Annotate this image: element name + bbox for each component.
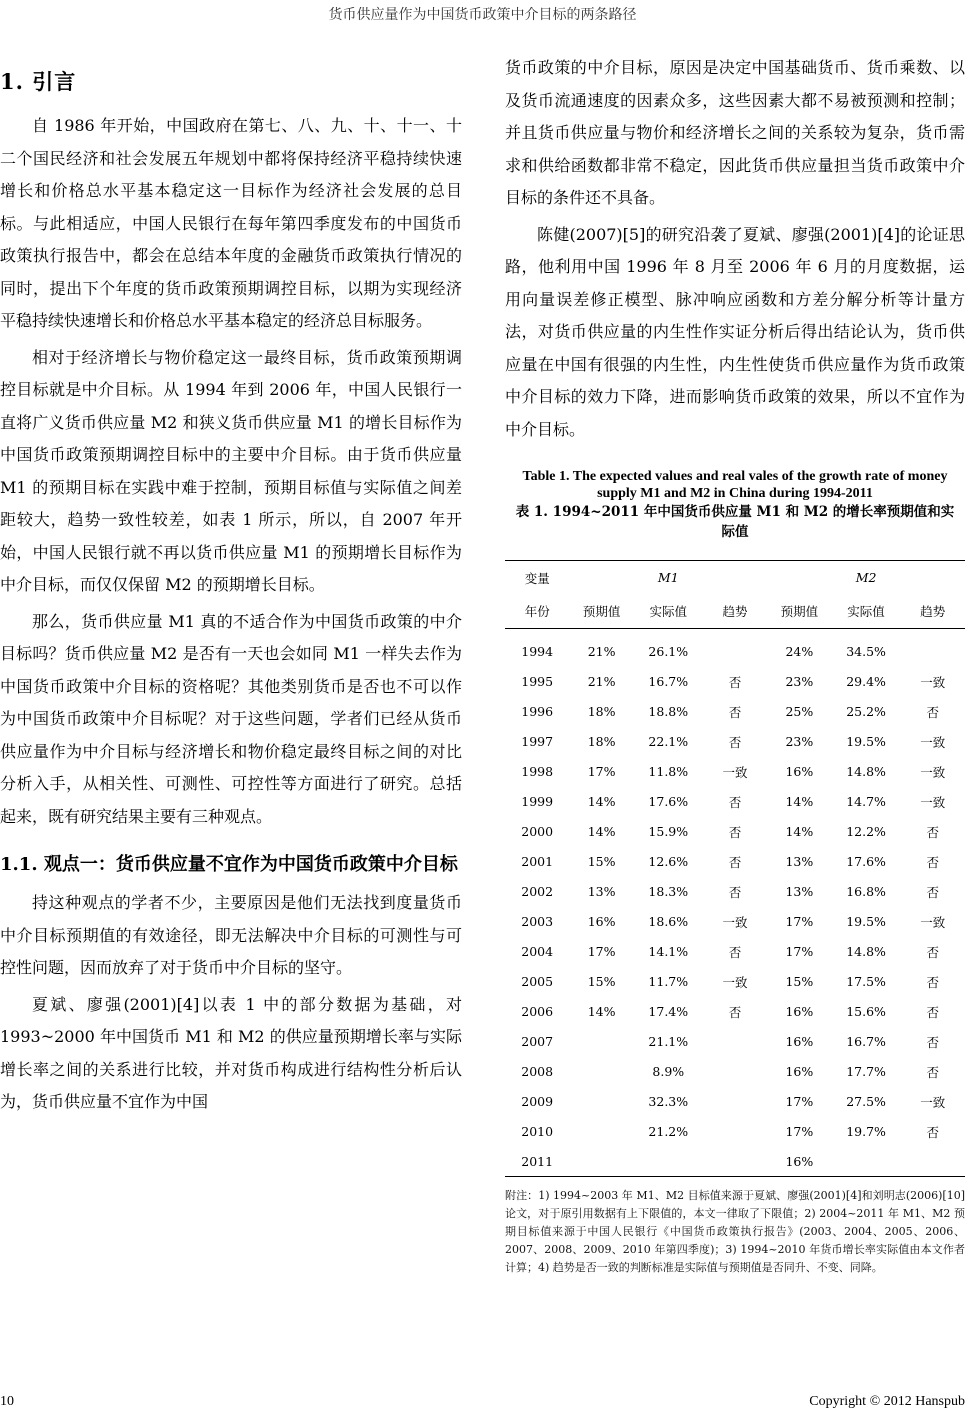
- table-cell: 14%: [785, 794, 814, 809]
- table-cell: 22.1%: [648, 734, 689, 749]
- table-row: [505, 937, 965, 967]
- table-cell: 否: [728, 824, 742, 840]
- table-cell: 14%: [587, 794, 616, 809]
- table-cell: 否: [926, 884, 940, 900]
- table-cell: 否: [926, 974, 940, 990]
- table-cell: 否: [926, 1004, 940, 1020]
- table-cell: 一致: [920, 914, 946, 930]
- table-cell: 16.8%: [846, 884, 886, 899]
- table-cell: [569, 1087, 633, 1117]
- table-body: [505, 637, 965, 1177]
- table-cell: 24%: [785, 644, 814, 659]
- table-cell: [569, 1117, 633, 1147]
- table-cell: [901, 1147, 965, 1177]
- table-cell: 1999: [521, 794, 554, 809]
- table-cell: 17%: [587, 944, 616, 959]
- table-cell: 16%: [785, 1004, 814, 1019]
- table-cell: 14.1%: [648, 944, 689, 959]
- table-row: [505, 877, 965, 907]
- table-cell: 2006: [521, 1004, 554, 1019]
- paragraph: 相对于经济增长与物价稳定这一最终目标，货币政策预期调控目标就是中介目标。从 1994 年到 2006 年，中国人民银行一直将广义货币供应量 M2 和狭义货币供应量 M1 的增长目标作为中国货币政策预期调控目标中的主要中介目标。由于货币供应量 M1 的预期目标在实践中难于控制，预期目标值与实际值之间差距较大，趋势一致性较差，如表 1 所示，所以，自 2007 年开始，中国人民银行就不再以货币供应量 M1 的预期增长目标作为中介目标，而仅仅保留 M2 的预期增长目标。: [0, 347, 462, 594]
- table-row: [505, 997, 965, 1027]
- header-actual: 实际值: [634, 595, 703, 629]
- table-row: [505, 847, 965, 877]
- table-cell: 18.8%: [648, 704, 689, 719]
- paragraph: 夏斌、廖强(2001)[4]以表 1 中的部分数据为基础，对 1993~2000 年中国货币 M1 和 M2 的供应量预期增长率与实际增长率之间的关系进行比较，并对货币构成进行结构性分析后认为，货币供应量不宜作为中国: [0, 994, 462, 1111]
- table-cell: 8.9%: [652, 1064, 685, 1079]
- table-cell: 14.8%: [846, 764, 886, 779]
- table-row: [505, 757, 965, 787]
- table-cell: 1994: [521, 644, 554, 659]
- table-cell: 17%: [785, 914, 814, 929]
- running-header: 货币供应量作为中国货币政策中介目标的两条路径: [328, 7, 637, 23]
- table-cell: 否: [728, 704, 742, 720]
- table-cell: 否: [926, 704, 940, 720]
- subsection-heading-view-one: 1.1. 观点一：货币供应量不宜作为中国货币政策中介目标: [0, 854, 458, 875]
- table-cell: 14%: [587, 824, 616, 839]
- header-trend: 趋势: [703, 595, 767, 629]
- table-note: 附注：1) 1994~2003 年 M1、M2 目标值来源于夏斌、廖强(2001)[4]和刘明志(2006)[10]论文，对于原引用数据有上下限值的，本文一律取了下限值；2) 2004~2011 年 M1、M2 预期目标值来源于中国人民银行《中国货币政策执行报告》(2003、2004、2005、2006、2007、2008、2009、2010 年第四季度)；3) 1994~2010 年货币增长率实际值由本文作者计算；4) 趋势是否一致的判断标准是实际值与预期值是否同升、不变、同降。: [505, 1189, 965, 1274]
- table-cell: [569, 1027, 633, 1057]
- table-cell: 13%: [785, 854, 814, 869]
- table-caption-chinese: 表 1. 1994~2011 年中国货币供应量 M1 和 M2 的增长率预期值和实际值: [515, 504, 955, 540]
- table-cell: [703, 1147, 767, 1177]
- table-cell: 2008: [521, 1064, 554, 1079]
- paragraph: 自 1986 年开始，中国政府在第七、八、九、十、十一、十二个国民经济和社会发展五年规划中都将保持经济平稳持续快速增长和价格总水平基本稳定这一目标作为经济社会发展的总目标。与此相适应，中国人民银行在每年第四季度发布的中国货币政策执行报告中，都会在总结本年度的金融货币政策执行情况的同时，提出下个年度的货币政策预期调控目标，以期为实现经济平稳持续快速增长和价格总水平基本稳定的经济总目标服务。: [0, 116, 462, 330]
- table-cell: 21%: [587, 674, 616, 689]
- table-cell: 19.7%: [846, 1124, 886, 1139]
- copyright: Copyright © 2012 Hanspub: [809, 1394, 965, 1409]
- table-cell: 12.2%: [846, 824, 886, 839]
- table-cell: 否: [926, 944, 940, 960]
- table-cell: [703, 1087, 767, 1117]
- money-supply-table: [505, 560, 965, 1177]
- table-cell: 17%: [785, 944, 814, 959]
- table-cell: 16%: [785, 1034, 814, 1049]
- left-column: [0, 52, 462, 1123]
- table-cell: 1998: [521, 764, 554, 779]
- table-cell: 2010: [521, 1124, 554, 1139]
- table-cell: 15.6%: [846, 1004, 886, 1019]
- table-cell: 16.7%: [648, 674, 689, 689]
- table-cell: 21%: [587, 644, 616, 659]
- table-cell: 一致: [920, 674, 946, 690]
- table-cell: [703, 1057, 767, 1087]
- table-cell: 18%: [587, 734, 616, 749]
- table-cell: [634, 1147, 703, 1177]
- table-cell: [569, 1057, 633, 1087]
- table-cell: 17.6%: [846, 854, 886, 869]
- table-cell: 2002: [521, 884, 554, 899]
- paragraph: 持这种观点的学者不少，主要原因是他们无法找到度量货币中介目标预期值的有效途径，即无法解决中介目标的可测性与可控性问题，因而放弃了对于货币中介目标的坚守。: [0, 893, 462, 977]
- table-cell: 16.7%: [846, 1034, 886, 1049]
- table-cell: 16%: [785, 764, 814, 779]
- table-cell: 17.7%: [846, 1064, 886, 1079]
- section-heading-intro: 1. 引言: [0, 69, 77, 94]
- table-cell: 2005: [521, 974, 554, 989]
- paragraph: 陈健(2007)[5]的研究沿袭了夏斌、廖强(2001)[4]的论证思路，他利用中国 1996 年 8 月至 2006 年 6 月的月度数据，运用向量误差修正模型、脉冲响应函数和方差分解分析等计量方法，对货币供应量的内生性作实证分析后得出结论认为，货币供应量在中国有很强的内生性，内生性使货币供应量作为货币政策中介目标的效力下降，进而影响货币政策的效果，所以不宜作为中介目标。: [505, 224, 965, 439]
- table-cell: [703, 637, 767, 667]
- table-row: [505, 1027, 965, 1057]
- table-row: [505, 637, 965, 667]
- table-cell: 否: [728, 854, 742, 870]
- table-cell: 否: [926, 1124, 940, 1140]
- table-cell: 16%: [785, 1064, 814, 1079]
- table-cell: 27.5%: [846, 1094, 886, 1109]
- table-row: [505, 787, 965, 817]
- table-row: [505, 1087, 965, 1117]
- table-cell: 2011: [505, 1147, 569, 1177]
- table-cell: 15%: [587, 974, 616, 989]
- table-row: [505, 697, 965, 727]
- table-cell: 25%: [785, 704, 814, 719]
- header-m1: M1: [569, 561, 767, 595]
- table-cell: 否: [728, 674, 742, 690]
- header-expected: 预期值: [569, 595, 633, 629]
- table-row: [505, 817, 965, 847]
- table-cell: 29.4%: [846, 674, 886, 689]
- table-cell: 34.5%: [846, 644, 886, 659]
- table-cell: 2003: [521, 914, 554, 929]
- table-cell: 14%: [785, 824, 814, 839]
- table-cell: 17.6%: [648, 794, 689, 809]
- table-cell: 15.9%: [648, 824, 689, 839]
- table-cell: 17%: [785, 1094, 814, 1109]
- table-cell: 一致: [722, 974, 748, 990]
- table-row: [505, 727, 965, 757]
- table-cell: 13%: [785, 884, 814, 899]
- header-m2: M2: [767, 561, 965, 595]
- table-cell: 25.2%: [846, 704, 886, 719]
- table-cell: 一致: [920, 1094, 946, 1110]
- table-cell: 一致: [722, 914, 748, 930]
- table-cell: 18.3%: [648, 884, 689, 899]
- table-cell: 否: [728, 1004, 742, 1020]
- table-cell: 否: [926, 1034, 940, 1050]
- table-cell: 2001: [521, 854, 554, 869]
- table-cell: 16%: [767, 1147, 831, 1177]
- table-cell: 32.3%: [648, 1094, 689, 1109]
- table-cell: 否: [728, 794, 742, 810]
- table-cell: 否: [926, 854, 940, 870]
- table-cell: 1995: [521, 674, 554, 689]
- table-cell: 否: [728, 734, 742, 750]
- table-cell: 21.1%: [648, 1034, 689, 1049]
- table-cell: 2007: [521, 1034, 554, 1049]
- table-cell: 15%: [587, 854, 616, 869]
- table-row: [505, 1057, 965, 1087]
- table-cell: 2004: [521, 944, 554, 959]
- table-cell: 17%: [785, 1124, 814, 1139]
- table-cell: 15%: [785, 974, 814, 989]
- table-cell: 2009: [521, 1094, 554, 1109]
- table-cell: 14.7%: [846, 794, 886, 809]
- table-cell: 一致: [920, 734, 946, 750]
- table-cell: 13%: [587, 884, 616, 899]
- table-caption-english: Table 1. The expected values and real vales of the growth rate of money supply M1 and M2 in China during 1994-2011: [522, 469, 948, 501]
- header-expected: 预期值: [767, 595, 831, 629]
- table-cell: 12.6%: [648, 854, 689, 869]
- table-row: [505, 1147, 965, 1177]
- header-year: 年份: [505, 595, 569, 629]
- header-variable: 变量: [505, 561, 569, 595]
- table-cell: 一致: [920, 764, 946, 780]
- table-cell: 23%: [785, 674, 814, 689]
- header-actual: 实际值: [832, 595, 901, 629]
- table-row: [505, 907, 965, 937]
- table-cell: 一致: [722, 764, 748, 780]
- table-cell: [901, 637, 965, 667]
- table-cell: [703, 1027, 767, 1057]
- table-cell: 26.1%: [648, 644, 689, 659]
- paragraph: 货币政策的中介目标，原因是决定中国基础货币、货币乘数、以及货币流通速度的因素众多，这些因素大都不易被预测和控制；并且货币供应量与物价和经济增长之间的关系较为复杂，货币需求和供给函数都非常不稳定，因此货币供应量担当货币政策中介目标的条件还不具备。: [505, 58, 965, 207]
- table-cell: 17.4%: [648, 1004, 689, 1019]
- table-cell: 16%: [587, 914, 616, 929]
- table-row: [505, 1117, 965, 1147]
- table-cell: 17%: [587, 764, 616, 779]
- table-cell: 1996: [521, 704, 554, 719]
- table-cell: 一致: [920, 794, 946, 810]
- table-cell: 18%: [587, 704, 616, 719]
- table-cell: [703, 1117, 767, 1147]
- table-cell: [569, 1147, 633, 1177]
- table-cell: 11.7%: [648, 974, 689, 989]
- table-cell: 14%: [587, 1004, 616, 1019]
- right-column: [505, 52, 965, 1277]
- table-row: [505, 667, 965, 697]
- table-cell: 否: [728, 884, 742, 900]
- table-cell: 1997: [521, 734, 554, 749]
- table-cell: [832, 1147, 901, 1177]
- table-cell: 否: [728, 944, 742, 960]
- table-cell: 19.5%: [846, 914, 886, 929]
- table-cell: 否: [926, 824, 940, 840]
- table-cell: 18.6%: [648, 914, 689, 929]
- table-cell: 19.5%: [846, 734, 886, 749]
- table-cell: 17.5%: [846, 974, 886, 989]
- page-number: 10: [0, 1394, 14, 1409]
- paragraph: 那么，货币供应量 M1 真的不适合作为中国货币政策的中介目标吗？货币供应量 M2 是否有一天也会如同 M1 一样失去作为中国货币政策中介目标的资格呢？其他类别货币是否也不可以作为中国货币政策中介目标呢？对于这些问题，学者们已经从货币供应量作为中介目标与经济增长和物价稳定最终目标之间的对比分析入手，从相关性、可测性、可控性等方面进行了研究。总括起来，既有研究结果主要有三种观点。: [0, 611, 462, 826]
- table-cell: 11.8%: [648, 764, 689, 779]
- table-cell: 14.8%: [846, 944, 886, 959]
- table-cell: 2000: [521, 824, 554, 839]
- table-cell: 21.2%: [648, 1124, 689, 1139]
- table-row: [505, 967, 965, 997]
- header-trend: 趋势: [901, 595, 965, 629]
- table-cell: 23%: [785, 734, 814, 749]
- table-cell: 否: [926, 1064, 940, 1080]
